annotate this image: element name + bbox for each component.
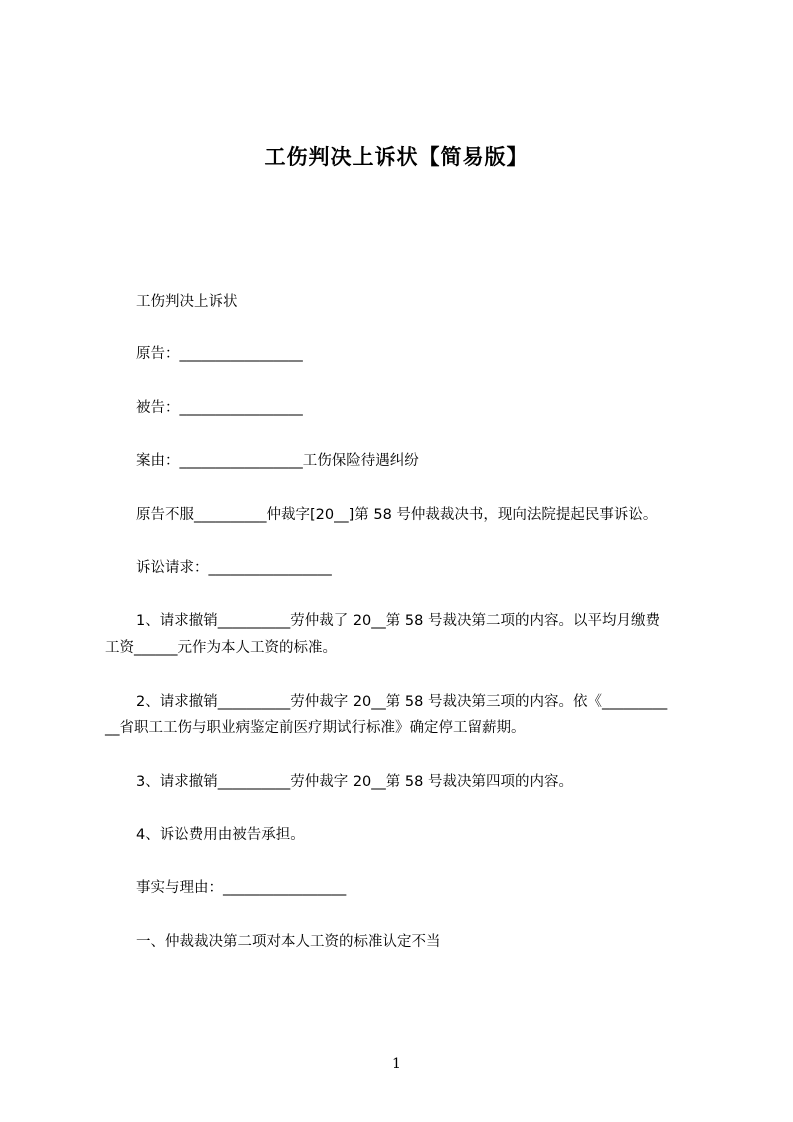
- claim-3-line: 3、请求撤销__________劳仲裁字 20__第 58 号裁决第四项的内容。: [136, 774, 573, 790]
- statement-line: 原告不服__________仲裁字[20__]第 58 号仲裁裁决书，现向法院提起民事诉讼。: [136, 507, 658, 523]
- cause-line: 案由：_________________工伤保险待遇纠纷: [136, 453, 419, 469]
- section-1-heading: 一、仲裁裁决第二项对本人工资的标准认定不当: [136, 934, 441, 950]
- document-title: 工伤判决上诉状【简易版】: [264, 145, 529, 169]
- claim-2-line-1: 2、请求撤销__________劳仲裁字 20__第 58 号裁决第三项的内容。依《_________: [136, 694, 668, 710]
- page-number: 1: [392, 1056, 401, 1072]
- facts-heading: 事实与理由：_________________: [136, 880, 347, 896]
- claim-2-line-2: __省职工工伤与职业病鉴定前医疗期试行标准》确定停工留薪期。: [105, 720, 526, 736]
- plaintiff-line: 原告：_________________: [136, 346, 303, 362]
- claim-1-line-1: 1、请求撤销__________劳仲裁了 20__第 58 号裁决第二项的内容。以平均月缴费: [136, 613, 660, 629]
- claims-heading: 诉讼请求：_________________: [136, 560, 332, 576]
- heading-appeal: 工伤判决上诉状: [136, 294, 238, 310]
- defendant-line: 被告：_________________: [136, 400, 303, 416]
- claim-1-line-2: 工资______元作为本人工资的标准。: [105, 640, 337, 656]
- claim-4-line: 4、诉讼费用由被告承担。: [136, 827, 305, 843]
